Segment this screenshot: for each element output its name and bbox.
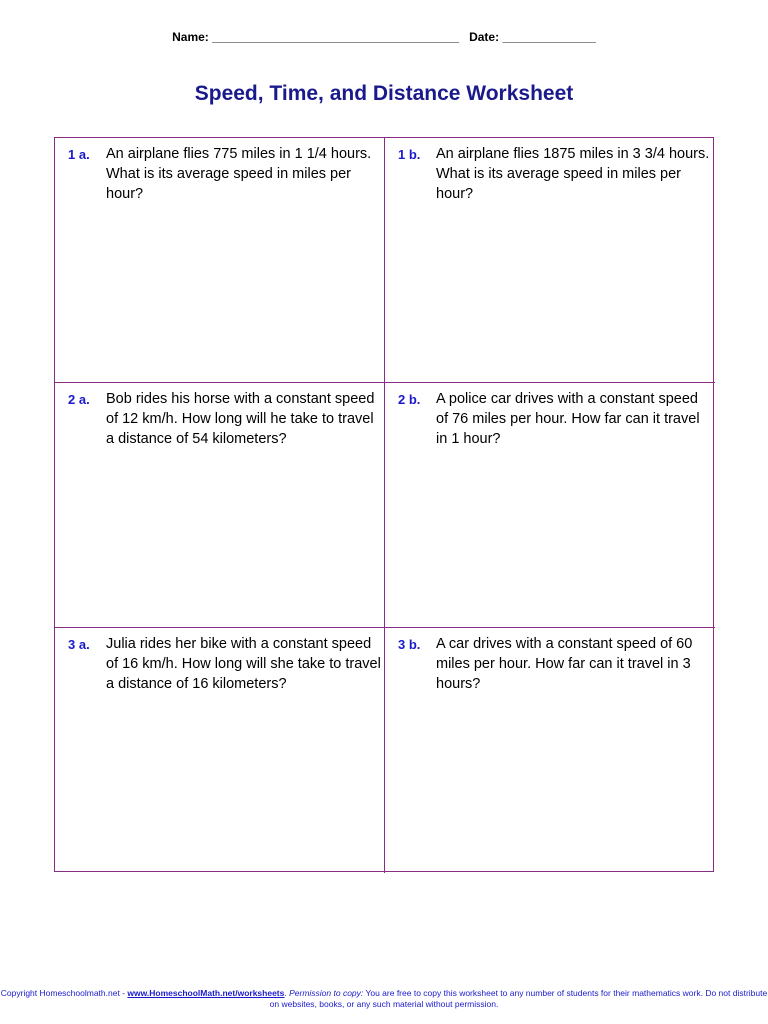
- copyright-text: Copyright Homeschoolmath.net -: [0, 988, 128, 998]
- problem-cell-2a: [55, 383, 385, 628]
- name-label: Name:: [172, 30, 209, 44]
- permission-label: Permission to copy:: [289, 988, 364, 998]
- copyright-footer: [0, 988, 768, 1010]
- problem-cell-1a: [55, 138, 385, 383]
- problem-cell-1b: [385, 138, 715, 383]
- problem-cell-3a: [55, 628, 385, 873]
- problem-cell-3b: [385, 628, 715, 873]
- date-blank[interactable]: ______________: [502, 30, 596, 44]
- problem-text: A police car drives with a constant speed of 76 miles per hour. How far can it travel in 1 hour?: [436, 391, 700, 447]
- name-blank[interactable]: _____________________________________: [212, 30, 460, 44]
- problem-number: 1 b.: [398, 147, 421, 162]
- problem-number: 2 b.: [398, 392, 421, 407]
- problem-number: 3 a.: [68, 637, 90, 652]
- name-date-line: [0, 30, 768, 44]
- permission-text: You are free to copy this worksheet to any number of students for their mathematics work. Do not distribute on websites, books, or any such material without permission.: [269, 988, 768, 1009]
- problem-text: An airplane flies 775 miles in 1 1/4 hours. What is its average speed in miles per hour?: [106, 146, 372, 202]
- problem-text: Bob rides his horse with a constant speed of 12 km/h. How long will he take to travel a distance of 54 kilometers?: [106, 391, 375, 447]
- problem-text: An airplane flies 1875 miles in 3 3/4 hours. What is its average speed in miles per hour?: [436, 146, 710, 202]
- footer-separator: .: [284, 988, 290, 998]
- problem-number: 3 b.: [398, 637, 421, 652]
- problem-grid: [54, 137, 714, 872]
- problem-text: A car drives with a constant speed of 60 miles per hour. How far can it travel in 3 hours?: [436, 636, 693, 692]
- problem-number: 1 a.: [68, 147, 90, 162]
- date-label: Date:: [469, 30, 500, 44]
- problem-number: 2 a.: [68, 392, 90, 407]
- worksheets-link[interactable]: www.HomeschoolMath.net/worksheets: [127, 988, 285, 998]
- problem-text: Julia rides her bike with a constant speed of 16 km/h. How long will she take to travel a distance of 16 kilometers?: [106, 636, 381, 692]
- problem-cell-2b: [385, 383, 715, 628]
- worksheet-title: Speed, Time, and Distance Worksheet: [194, 82, 574, 105]
